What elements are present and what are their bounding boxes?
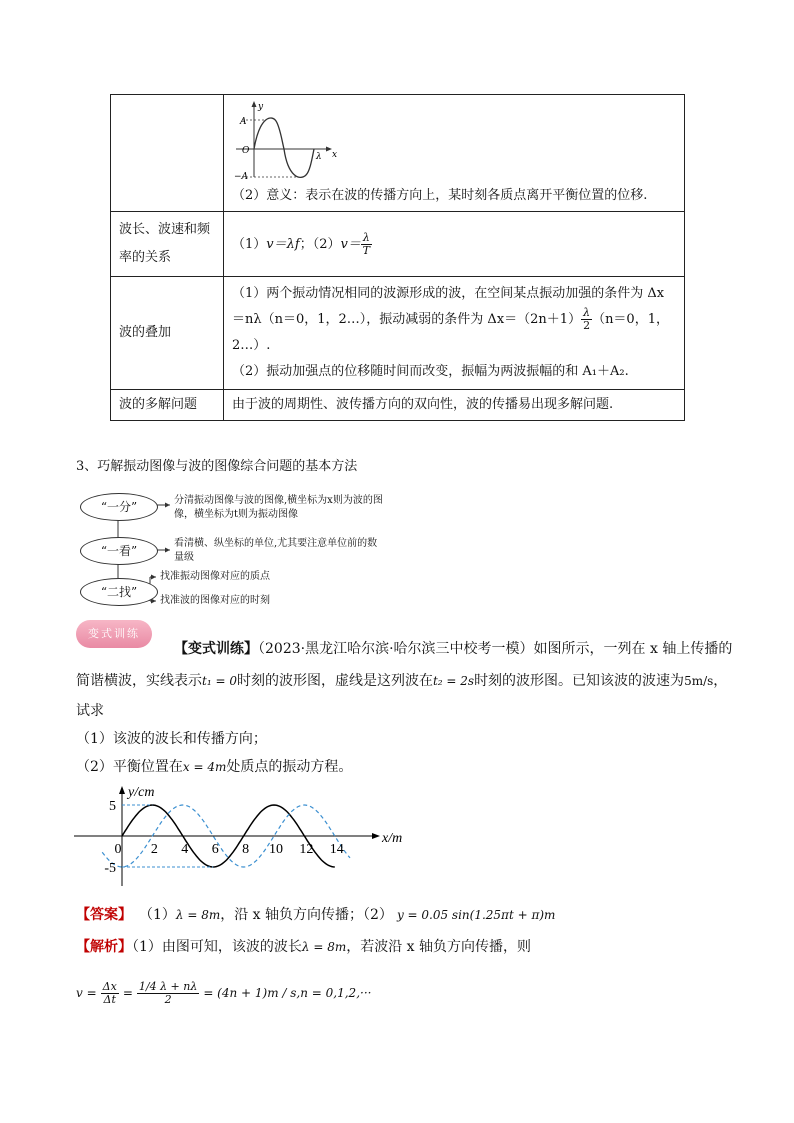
exercise-line-2 <box>76 670 727 692</box>
x-tick-label: 12 <box>299 842 314 857</box>
x-tick-label: 4 <box>181 842 189 857</box>
x-position: x = 4m <box>182 760 227 774</box>
table-row <box>111 390 685 421</box>
question-2 <box>76 756 352 778</box>
analysis-line <box>76 936 531 958</box>
answer-equation: y = 0.05 sin(1.25πt + π)m <box>396 908 556 922</box>
exercise-tag: 【变式训练】 <box>174 641 258 657</box>
flow-step-2: “一看” <box>80 537 158 565</box>
table-cell-graph <box>224 95 685 212</box>
relation-formula <box>224 212 685 277</box>
frac-denominator: Δt <box>103 992 116 1006</box>
relation-label: 波长、波速和频率的关系 <box>111 212 224 277</box>
frac-numerator: Δx <box>102 979 117 993</box>
multi-solution-label: 波的多解问题 <box>111 390 224 421</box>
graph-o-label: O <box>242 146 250 156</box>
x-tick-label: 6 <box>211 842 219 857</box>
y-tick-label: 5 <box>109 799 116 814</box>
lambda-over-t-fraction <box>361 232 372 257</box>
exercise-text: 时刻的波形图，虚线是这列波在 <box>236 673 433 689</box>
flow-step-3: “二找” <box>80 578 158 606</box>
superposition-line-2 <box>232 307 676 333</box>
y-tick-label: -5 <box>104 861 116 876</box>
superposition-label: 波的叠加 <box>111 277 224 390</box>
question-1: （1）该波的波长和传播方向； <box>76 731 267 747</box>
formula-prefix-2: ；（2） <box>299 236 341 252</box>
frac-numerator: 1/4 λ + nλ <box>138 979 198 993</box>
table-row <box>111 95 685 212</box>
frac-denominator: 2 <box>583 319 591 332</box>
frac-numerator: λ <box>362 230 370 244</box>
question-2-text: 处质点的振动方程。 <box>226 759 353 775</box>
flow-step-3b-text: 找准波的图像对应的时刻 <box>160 595 270 606</box>
y-axis-arrow <box>119 786 125 794</box>
exercise-text: ， <box>713 673 728 689</box>
multi-solution-text: 由于波的周期性、波传播方向的双向性，波的传播易出现多解问题. <box>224 390 685 421</box>
analysis-text: ，若波沿 x 轴负方向传播，则 <box>346 939 532 955</box>
lambda-over-2-fraction <box>581 307 592 332</box>
frac-denominator: 2 <box>164 992 172 1006</box>
exercise-line-1-rest: 如图所示，一列在 x 轴上传播的 <box>533 641 733 657</box>
flow-step-1: “一分” <box>80 493 158 521</box>
flow-step-3a-text: 找准振动图像对应的质点 <box>160 571 270 582</box>
exercise-text: 简谐横波，实线表示 <box>76 673 202 689</box>
x-tick-label: 0 <box>114 842 122 857</box>
graph-a-label: A <box>240 117 247 127</box>
t1-value: t₁ = 0 <box>202 674 237 688</box>
superposition-line-2a: ＝nλ（n＝0，1，2…），振动减弱的条件为 Δx＝（2n＋1） <box>232 312 582 327</box>
graph-x-label: x <box>332 150 338 160</box>
knowledge-table <box>110 94 685 421</box>
analysis-tag: 【解析】 <box>76 939 132 955</box>
frac-denominator: T <box>362 243 370 257</box>
compound-fraction <box>137 981 199 1006</box>
x-axis-arrow <box>372 833 380 839</box>
flow-step-2-text: 看清横、纵坐标的单位,尤其要注意单位前的数量级 <box>174 538 378 563</box>
superposition-line-2b: （n＝0，1， <box>592 312 669 327</box>
question-2-text: （2）平衡位置在 <box>76 759 183 775</box>
answer-text: （1） <box>146 907 176 923</box>
graph-neg-a-label: −A <box>234 172 249 182</box>
exercise-line-3: 试求 <box>76 703 104 719</box>
x-tick-label: 10 <box>269 842 283 857</box>
answer-text: ，沿 x 轴负方向传播；（2） <box>220 907 393 923</box>
exercise-line-1 <box>174 638 732 660</box>
exercise-source: （2023·黑龙江哈尔滨·哈尔滨三中校考一模） <box>258 641 534 657</box>
speed-value: 5m/s <box>684 674 714 688</box>
answer-tag: 【答案】 <box>76 907 132 923</box>
wave-graph <box>232 99 342 183</box>
superposition-line-1: （1）两个振动情况相同的波源形成的波，在空间某点振动加强的条件为 Δx <box>232 286 665 301</box>
superposition-line-4: （2）振动加强点的位移随时间而改变，振幅为两波振幅的和 A₁＋A₂. <box>232 364 629 379</box>
formula-prefix: （1） <box>232 236 267 252</box>
y-axis-label: y/cm <box>128 785 155 800</box>
dx-over-dt <box>101 981 119 1006</box>
table-cell-empty <box>111 95 224 212</box>
superposition-text <box>224 277 685 390</box>
frac-numerator: λ <box>583 306 591 319</box>
x-tick-label: 2 <box>150 842 158 857</box>
x-tick-label: 14 <box>329 842 344 857</box>
graph-lambda-label: λ <box>316 152 322 162</box>
analysis-wavelength: λ = 8m <box>301 940 347 954</box>
eq-equals: = <box>122 986 133 1000</box>
eq-result: = (4n + 1)m / s,n = 0,1,2,··· <box>203 986 372 1000</box>
x-tick-label: 8 <box>242 842 250 857</box>
graph-y-label: y <box>258 102 264 112</box>
formula-v-lambda-f: v＝λf <box>266 236 300 252</box>
wave-chart <box>68 782 418 892</box>
eq-v-lhs: v = <box>76 986 97 1000</box>
x-axis-label: x/m <box>382 831 403 846</box>
table-row <box>111 277 685 390</box>
graph-meaning-text: （2）意义：表示在波的传播方向上，某时刻各质点离开平衡位置的位移. <box>232 188 648 203</box>
flow-step-1-text: 分清振动图像与波的图像,横坐标为x则为波的图像，横坐标为t则为振动图像 <box>174 495 383 520</box>
table-row <box>111 212 685 277</box>
formula-v-lhs: v＝ <box>340 236 361 252</box>
answer-wavelength: λ = 8m <box>175 908 221 922</box>
exercise-text: 时刻的波形图。已知该波的波速为 <box>474 673 685 689</box>
analysis-text: （1）由图可知，该波的波长 <box>132 939 302 955</box>
superposition-line-3: 2…）. <box>232 338 271 353</box>
answer-line <box>76 904 555 926</box>
velocity-equation <box>76 968 371 1018</box>
section-3-title: 3、巧解振动图像与波的图像综合问题的基本方法 <box>76 459 358 474</box>
exercise-badge: 变式训练 <box>76 620 152 648</box>
t2-value: t₂ = 2s <box>432 674 475 688</box>
